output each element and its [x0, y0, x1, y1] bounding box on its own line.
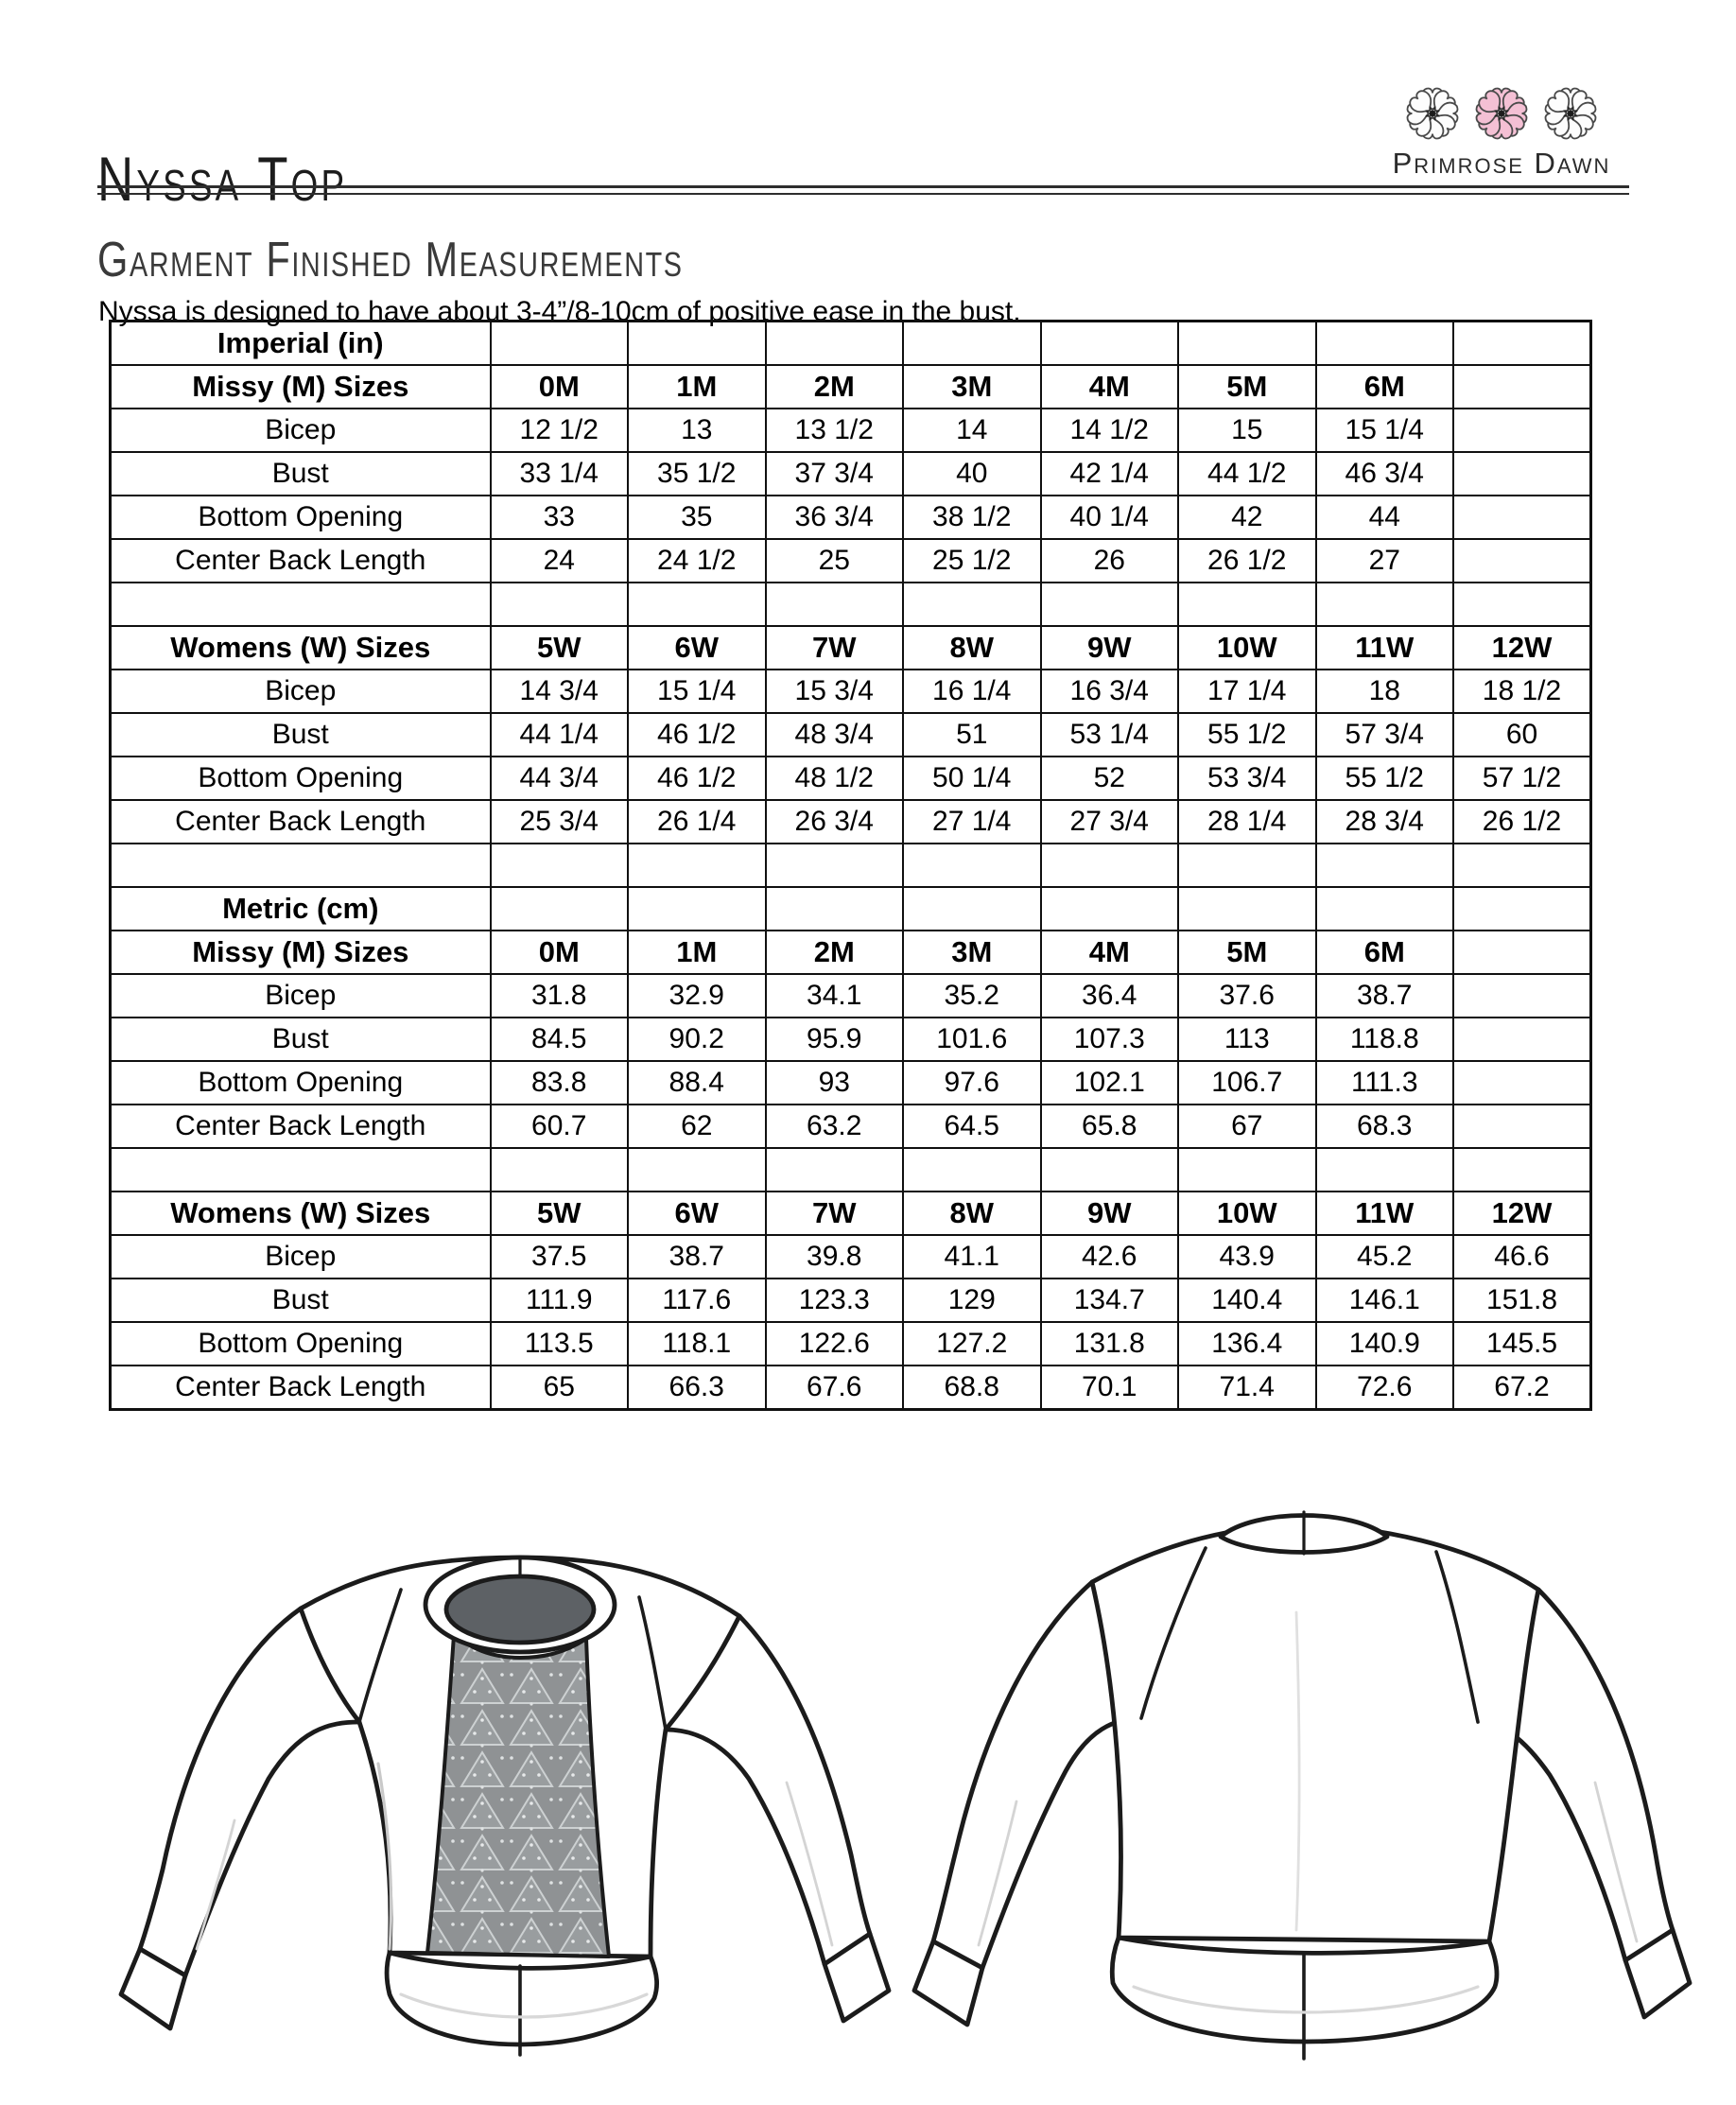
value-cell: 4M — [1041, 931, 1179, 974]
value-cell: 42.6 — [1041, 1235, 1179, 1279]
value-cell: 52 — [1041, 757, 1179, 800]
value-cell: 18 1/2 — [1453, 670, 1591, 713]
value-cell: 5W — [491, 1192, 629, 1235]
back-hem-band — [1112, 1938, 1497, 2059]
value-cell: 9W — [1041, 626, 1179, 670]
value-cell — [1453, 365, 1591, 409]
brand-logo — [1369, 81, 1634, 180]
value-cell: 4M — [1041, 365, 1179, 409]
value-cell: 8W — [903, 626, 1041, 670]
table-row — [111, 931, 1591, 974]
table-row — [111, 1105, 1591, 1148]
value-cell: 45.2 — [1316, 1235, 1454, 1279]
row-label-cell — [111, 583, 491, 626]
value-cell: 46.6 — [1453, 1235, 1591, 1279]
value-cell: 44 1/2 — [1178, 452, 1316, 496]
value-cell: 35.2 — [903, 974, 1041, 1018]
row-label-cell: Womens (W) Sizes — [111, 626, 491, 670]
value-cell: 37.6 — [1178, 974, 1316, 1018]
value-cell: 145.5 — [1453, 1322, 1591, 1366]
value-cell: 26 1/2 — [1453, 800, 1591, 844]
value-cell: 26 — [1041, 539, 1179, 583]
value-cell: 14 3/4 — [491, 670, 629, 713]
row-label-cell: Center Back Length — [111, 1105, 491, 1148]
page-title: Nyssa Top — [97, 144, 348, 215]
value-cell: 27 — [1316, 539, 1454, 583]
row-label-cell: Bicep — [111, 670, 491, 713]
value-cell: 15 — [1178, 409, 1316, 452]
value-cell: 111.3 — [1316, 1061, 1454, 1105]
value-cell — [1453, 409, 1591, 452]
front-left-sleeve — [121, 1609, 359, 2028]
header-rule — [97, 185, 1629, 195]
value-cell: 44 1/4 — [491, 713, 629, 757]
value-cell — [1453, 1018, 1591, 1061]
value-cell: 65 — [491, 1366, 629, 1410]
value-cell: 8W — [903, 1192, 1041, 1235]
value-cell: 13 1/2 — [766, 409, 904, 452]
value-cell: 14 — [903, 409, 1041, 452]
value-cell — [1453, 539, 1591, 583]
value-cell: 68.3 — [1316, 1105, 1454, 1148]
value-cell: 5W — [491, 626, 629, 670]
value-cell — [628, 887, 766, 931]
value-cell: 122.6 — [766, 1322, 904, 1366]
value-cell: 2M — [766, 365, 904, 409]
value-cell — [491, 583, 629, 626]
value-cell: 131.8 — [1041, 1322, 1179, 1366]
table-row — [111, 322, 1591, 366]
value-cell: 33 — [491, 496, 629, 539]
row-label-cell: Bicep — [111, 1235, 491, 1279]
value-cell: 60 — [1453, 713, 1591, 757]
flower-icon-pink — [1469, 81, 1534, 146]
value-cell — [1316, 1148, 1454, 1192]
value-cell: 6M — [1316, 931, 1454, 974]
value-cell: 3M — [903, 365, 1041, 409]
table-row — [111, 670, 1591, 713]
value-cell: 25 3/4 — [491, 800, 629, 844]
value-cell — [1453, 583, 1591, 626]
value-cell: 55 1/2 — [1178, 713, 1316, 757]
value-cell — [491, 1148, 629, 1192]
value-cell: 33 1/4 — [491, 452, 629, 496]
value-cell: 25 1/2 — [903, 539, 1041, 583]
value-cell: 36 3/4 — [766, 496, 904, 539]
value-cell — [1178, 844, 1316, 887]
value-cell: 40 — [903, 452, 1041, 496]
table-row — [111, 1018, 1591, 1061]
value-cell: 2M — [766, 931, 904, 974]
value-cell — [491, 844, 629, 887]
table-row — [111, 844, 1591, 887]
value-cell: 60.7 — [491, 1105, 629, 1148]
row-label-cell: Bust — [111, 1279, 491, 1322]
value-cell: 140.9 — [1316, 1322, 1454, 1366]
value-cell: 111.9 — [491, 1279, 629, 1322]
intro-text: Nyssa is designed to have about 3-4”/8-10cm of positive ease in the bust. — [98, 296, 1021, 327]
value-cell — [1041, 583, 1179, 626]
table-row — [111, 365, 1591, 409]
value-cell — [628, 844, 766, 887]
front-hem-band — [387, 1953, 657, 2055]
value-cell: 44 — [1316, 496, 1454, 539]
row-label-cell: Bust — [111, 713, 491, 757]
value-cell — [491, 322, 629, 366]
value-cell: 7W — [766, 626, 904, 670]
value-cell: 12W — [1453, 626, 1591, 670]
value-cell: 17 1/4 — [1178, 670, 1316, 713]
row-label-cell: Center Back Length — [111, 539, 491, 583]
value-cell — [1041, 322, 1179, 366]
row-label-cell: Bicep — [111, 974, 491, 1018]
value-cell — [1316, 322, 1454, 366]
row-label-cell: Center Back Length — [111, 800, 491, 844]
value-cell: 1M — [628, 931, 766, 974]
table-row — [111, 496, 1591, 539]
value-cell: 34.1 — [766, 974, 904, 1018]
value-cell — [1453, 844, 1591, 887]
value-cell: 84.5 — [491, 1018, 629, 1061]
value-cell: 62 — [628, 1105, 766, 1148]
value-cell: 40 1/4 — [1041, 496, 1179, 539]
value-cell — [1316, 887, 1454, 931]
value-cell: 136.4 — [1178, 1322, 1316, 1366]
row-label-cell — [111, 844, 491, 887]
table-row — [111, 800, 1591, 844]
value-cell: 72.6 — [1316, 1366, 1454, 1410]
value-cell: 12 1/2 — [491, 409, 629, 452]
table-row — [111, 539, 1591, 583]
value-cell: 129 — [903, 1279, 1041, 1322]
value-cell: 106.7 — [1178, 1061, 1316, 1105]
value-cell — [903, 583, 1041, 626]
value-cell: 28 1/4 — [1178, 800, 1316, 844]
value-cell: 37 3/4 — [766, 452, 904, 496]
value-cell: 51 — [903, 713, 1041, 757]
value-cell: 83.8 — [491, 1061, 629, 1105]
value-cell: 27 3/4 — [1041, 800, 1179, 844]
row-label-cell: Bottom Opening — [111, 757, 491, 800]
value-cell: 1M — [628, 365, 766, 409]
value-cell: 7W — [766, 1192, 904, 1235]
table-row — [111, 583, 1591, 626]
row-label-cell: Bottom Opening — [111, 1061, 491, 1105]
value-cell: 16 1/4 — [903, 670, 1041, 713]
value-cell: 42 — [1178, 496, 1316, 539]
value-cell — [1178, 583, 1316, 626]
table-row — [111, 1235, 1591, 1279]
value-cell — [766, 583, 904, 626]
value-cell: 16 3/4 — [1041, 670, 1179, 713]
value-cell: 118.1 — [628, 1322, 766, 1366]
value-cell: 68.8 — [903, 1366, 1041, 1410]
value-cell: 5M — [1178, 931, 1316, 974]
value-cell: 63.2 — [766, 1105, 904, 1148]
value-cell: 39.8 — [766, 1235, 904, 1279]
back-view-illustration — [903, 1499, 1707, 2100]
value-cell: 127.2 — [903, 1322, 1041, 1366]
brand-name: Primrose Dawn — [1392, 147, 1611, 180]
row-label-cell: Missy (M) Sizes — [111, 365, 491, 409]
value-cell — [1041, 844, 1179, 887]
row-label-cell: Bicep — [111, 409, 491, 452]
measurements-table-body — [111, 322, 1591, 1410]
value-cell — [1178, 322, 1316, 366]
value-cell: 24 1/2 — [628, 539, 766, 583]
value-cell: 57 3/4 — [1316, 713, 1454, 757]
value-cell: 11W — [1316, 626, 1454, 670]
table-row — [111, 452, 1591, 496]
value-cell: 55 1/2 — [1316, 757, 1454, 800]
table-row — [111, 1322, 1591, 1366]
value-cell: 67.6 — [766, 1366, 904, 1410]
table-row — [111, 713, 1591, 757]
row-label-cell: Bust — [111, 1018, 491, 1061]
front-center-panel — [427, 1635, 609, 1957]
value-cell — [1316, 844, 1454, 887]
value-cell: 67.2 — [1453, 1366, 1591, 1410]
value-cell: 95.9 — [766, 1018, 904, 1061]
value-cell: 27 1/4 — [903, 800, 1041, 844]
measurements-table — [109, 320, 1592, 1411]
value-cell: 11W — [1316, 1192, 1454, 1235]
value-cell — [1453, 1148, 1591, 1192]
value-cell: 53 3/4 — [1178, 757, 1316, 800]
value-cell: 15 1/4 — [628, 670, 766, 713]
row-label-cell — [111, 1148, 491, 1192]
value-cell: 64.5 — [903, 1105, 1041, 1148]
row-label-cell: Bottom Opening — [111, 496, 491, 539]
value-cell — [1453, 931, 1591, 974]
value-cell: 38.7 — [1316, 974, 1454, 1018]
value-cell: 65.8 — [1041, 1105, 1179, 1148]
value-cell: 53 1/4 — [1041, 713, 1179, 757]
value-cell: 67 — [1178, 1105, 1316, 1148]
value-cell: 26 1/2 — [1178, 539, 1316, 583]
value-cell — [1178, 1148, 1316, 1192]
value-cell: 43.9 — [1178, 1235, 1316, 1279]
value-cell: 25 — [766, 539, 904, 583]
value-cell: 70.1 — [1041, 1366, 1179, 1410]
value-cell: 71.4 — [1178, 1366, 1316, 1410]
value-cell: 35 1/2 — [628, 452, 766, 496]
front-neckband — [425, 1557, 615, 1652]
value-cell: 107.3 — [1041, 1018, 1179, 1061]
value-cell: 9W — [1041, 1192, 1179, 1235]
value-cell: 101.6 — [903, 1018, 1041, 1061]
table-row — [111, 1279, 1591, 1322]
table-row — [111, 409, 1591, 452]
value-cell: 5M — [1178, 365, 1316, 409]
value-cell — [1453, 322, 1591, 366]
measurements-table-wrap — [109, 320, 1589, 1411]
brand-logo-flowers — [1369, 81, 1634, 146]
value-cell: 151.8 — [1453, 1279, 1591, 1322]
value-cell: 117.6 — [628, 1279, 766, 1322]
value-cell: 28 3/4 — [1316, 800, 1454, 844]
value-cell — [628, 1148, 766, 1192]
value-cell — [1316, 583, 1454, 626]
value-cell: 44 3/4 — [491, 757, 629, 800]
value-cell — [903, 1148, 1041, 1192]
table-row — [111, 1366, 1591, 1410]
value-cell: 97.6 — [903, 1061, 1041, 1105]
table-row — [111, 887, 1591, 931]
row-label-cell: Bust — [111, 452, 491, 496]
table-row — [111, 757, 1591, 800]
value-cell: 14 1/2 — [1041, 409, 1179, 452]
table-row — [111, 1192, 1591, 1235]
value-cell — [766, 1148, 904, 1192]
value-cell: 113.5 — [491, 1322, 629, 1366]
value-cell — [903, 322, 1041, 366]
value-cell — [1453, 887, 1591, 931]
value-cell: 37.5 — [491, 1235, 629, 1279]
value-cell: 3M — [903, 931, 1041, 974]
value-cell — [1041, 1148, 1179, 1192]
value-cell: 57 1/2 — [1453, 757, 1591, 800]
value-cell: 0M — [491, 931, 629, 974]
value-cell: 134.7 — [1041, 1279, 1179, 1322]
table-row — [111, 1148, 1591, 1192]
value-cell: 10W — [1178, 626, 1316, 670]
value-cell: 146.1 — [1316, 1279, 1454, 1322]
value-cell — [1041, 887, 1179, 931]
value-cell: 0M — [491, 365, 629, 409]
value-cell: 93 — [766, 1061, 904, 1105]
table-row — [111, 974, 1591, 1018]
value-cell — [628, 583, 766, 626]
value-cell — [628, 322, 766, 366]
value-cell: 6W — [628, 626, 766, 670]
value-cell: 26 1/4 — [628, 800, 766, 844]
value-cell: 140.4 — [1178, 1279, 1316, 1322]
value-cell: 48 3/4 — [766, 713, 904, 757]
value-cell — [1453, 1105, 1591, 1148]
value-cell: 13 — [628, 409, 766, 452]
value-cell: 41.1 — [903, 1235, 1041, 1279]
back-collar — [1221, 1512, 1387, 1554]
value-cell — [1453, 1061, 1591, 1105]
value-cell — [766, 844, 904, 887]
value-cell: 15 3/4 — [766, 670, 904, 713]
row-label-cell: Womens (W) Sizes — [111, 1192, 491, 1235]
value-cell: 66.3 — [628, 1366, 766, 1410]
value-cell: 46 1/2 — [628, 757, 766, 800]
value-cell: 18 — [1316, 670, 1454, 713]
value-cell: 6W — [628, 1192, 766, 1235]
value-cell — [766, 322, 904, 366]
value-cell — [903, 887, 1041, 931]
row-label-cell: Imperial (in) — [111, 322, 491, 366]
value-cell — [1453, 496, 1591, 539]
value-cell — [491, 887, 629, 931]
value-cell: 38.7 — [628, 1235, 766, 1279]
value-cell: 36.4 — [1041, 974, 1179, 1018]
value-cell: 12W — [1453, 1192, 1591, 1235]
value-cell: 10W — [1178, 1192, 1316, 1235]
value-cell: 31.8 — [491, 974, 629, 1018]
value-cell: 35 — [628, 496, 766, 539]
value-cell: 6M — [1316, 365, 1454, 409]
value-cell: 32.9 — [628, 974, 766, 1018]
section-subtitle: Garment Finished Measurements — [97, 233, 684, 288]
row-label-cell: Missy (M) Sizes — [111, 931, 491, 974]
value-cell: 102.1 — [1041, 1061, 1179, 1105]
value-cell: 88.4 — [628, 1061, 766, 1105]
flower-icon — [1400, 81, 1465, 146]
value-cell — [903, 844, 1041, 887]
value-cell — [1453, 452, 1591, 496]
value-cell — [1178, 887, 1316, 931]
value-cell: 48 1/2 — [766, 757, 904, 800]
value-cell: 118.8 — [1316, 1018, 1454, 1061]
value-cell: 15 1/4 — [1316, 409, 1454, 452]
value-cell: 38 1/2 — [903, 496, 1041, 539]
table-row — [111, 626, 1591, 670]
front-view-illustration — [113, 1499, 936, 2104]
value-cell: 50 1/4 — [903, 757, 1041, 800]
value-cell — [766, 887, 904, 931]
value-cell: 24 — [491, 539, 629, 583]
flower-icon — [1538, 81, 1603, 146]
value-cell: 42 1/4 — [1041, 452, 1179, 496]
value-cell: 123.3 — [766, 1279, 904, 1322]
value-cell: 46 1/2 — [628, 713, 766, 757]
value-cell: 90.2 — [628, 1018, 766, 1061]
row-label-cell: Bottom Opening — [111, 1322, 491, 1366]
row-label-cell: Center Back Length — [111, 1366, 491, 1410]
value-cell — [1453, 974, 1591, 1018]
value-cell: 46 3/4 — [1316, 452, 1454, 496]
row-label-cell: Metric (cm) — [111, 887, 491, 931]
table-row — [111, 1061, 1591, 1105]
value-cell: 26 3/4 — [766, 800, 904, 844]
value-cell: 113 — [1178, 1018, 1316, 1061]
